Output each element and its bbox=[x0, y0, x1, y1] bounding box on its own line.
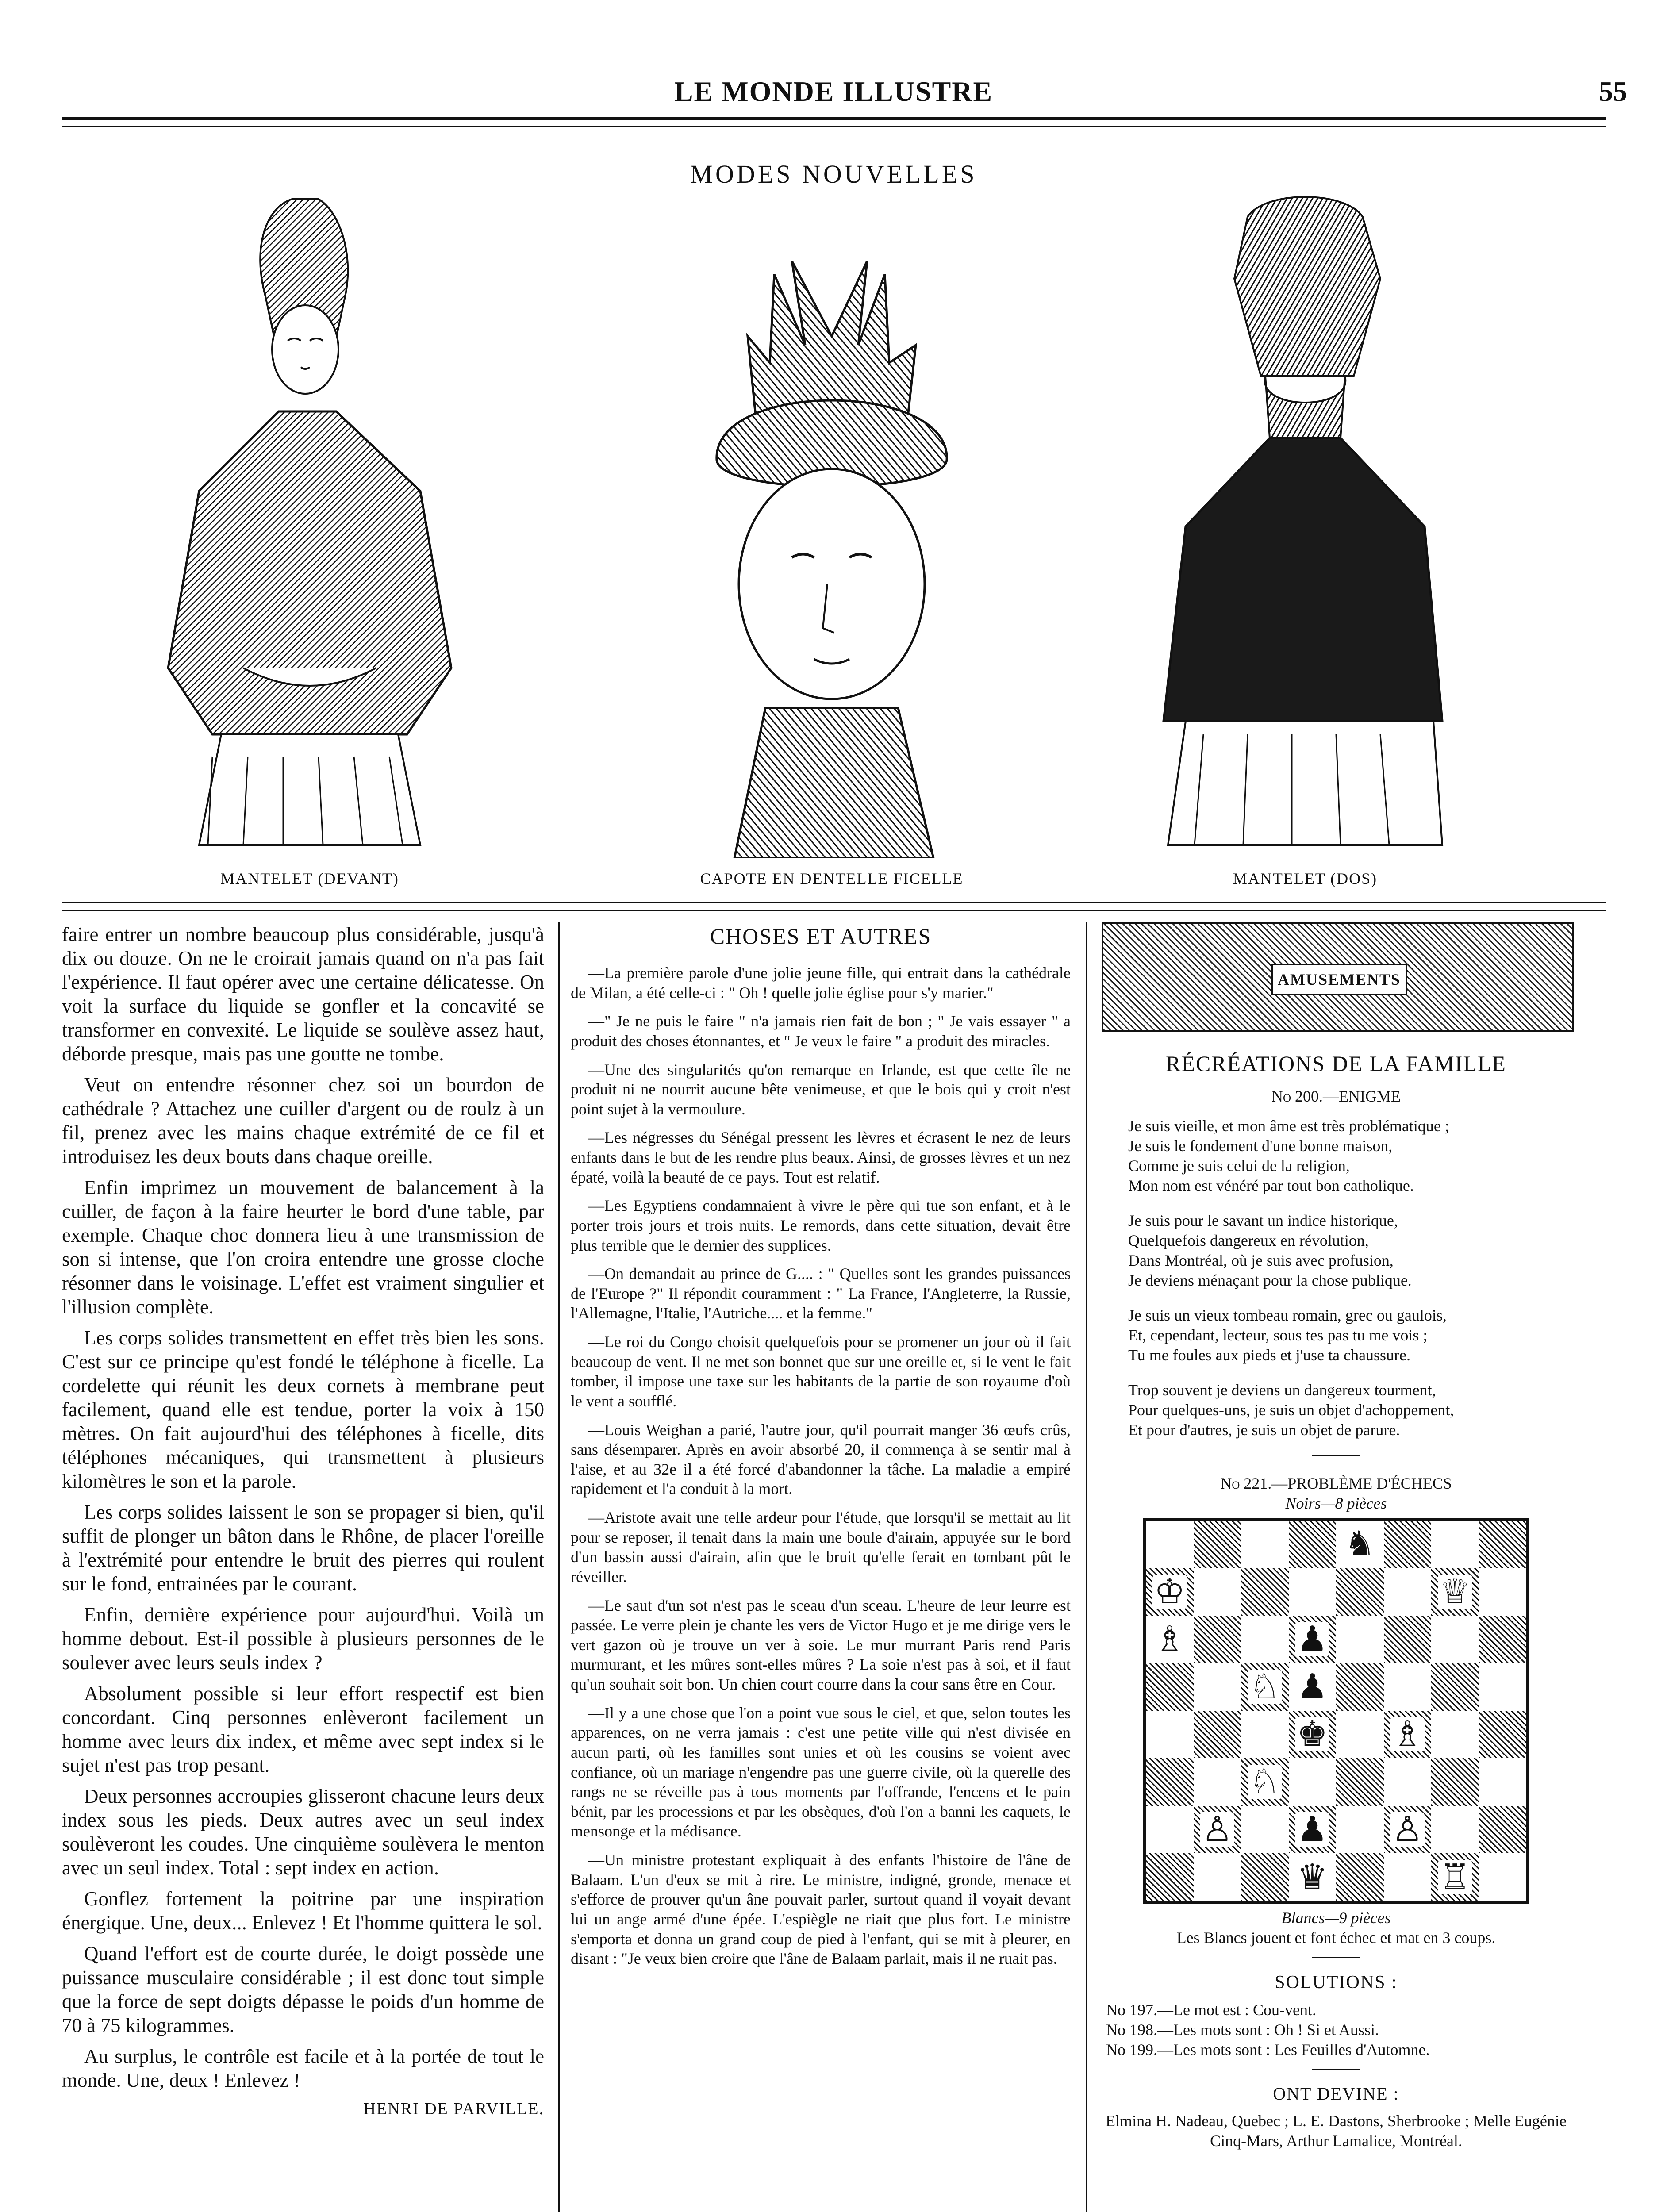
chess-square bbox=[1146, 1853, 1194, 1901]
chess-square bbox=[1336, 1521, 1384, 1568]
chess-square bbox=[1194, 1806, 1241, 1854]
chess-square bbox=[1146, 1616, 1194, 1663]
chess-square bbox=[1336, 1663, 1384, 1711]
chess-square bbox=[1289, 1758, 1337, 1806]
chess-problem-title: No 221.—PROBLÈME D'ÉCHECS bbox=[1220, 1474, 1452, 1492]
chess-square bbox=[1289, 1711, 1337, 1759]
chess-piece: ♟ bbox=[1295, 1812, 1329, 1847]
enigma-line: Tu me foules aux pieds et j'use ta chaussure. bbox=[1128, 1346, 1411, 1364]
choses-item: —Louis Weighan a parié, l'autre jour, qu'il pourrait manger 36 œufs crûs, sans désemparer. Après en avoir absorbé 20, il commença à se sentir mal à l'aise, et au 32e il a été forcé d'abandonner la tâche. La maladie a empiré rapidement et l'a conduit à la mort. bbox=[571, 1421, 1071, 1498]
page-number: 55 bbox=[1599, 76, 1627, 107]
chess-piece: ♕ bbox=[1438, 1575, 1472, 1609]
chess-square bbox=[1479, 1853, 1527, 1901]
header-rule-thin bbox=[62, 126, 1606, 127]
chess-square bbox=[1241, 1853, 1289, 1901]
solutions-list bbox=[1102, 2000, 1571, 2060]
chess-square bbox=[1479, 1616, 1527, 1663]
chess-square bbox=[1384, 1521, 1432, 1568]
choses-item: —Un ministre protestant expliquait à des enfants l'histoire de l'âne de Balaam. L'un d'eux se mit à rire. Le ministre, indigné, gronde, menace et s'efforce de prouver qu'un âne pouvait parler, surtout quand il voyait devant lui un ange armé d'une épée. L'espiègle ne riait que plus fort. Le ministre s'emporta et donna un grand coup de pied à l'enfant, qui se mit à pleurer, en disant : "Je veux bien croire que l'âne de Balaam parlait, mais il ne ruait pas. bbox=[571, 1851, 1071, 1968]
article-paragraph: Gonflez fortement la poitrine par une inspiration énergique. Une, deux... Enlevez ! Et l'homme quittera le sol. bbox=[62, 1888, 544, 1934]
chess-square bbox=[1289, 1568, 1337, 1616]
chess-square bbox=[1289, 1806, 1337, 1854]
chess-square bbox=[1194, 1521, 1241, 1568]
chess-piece: ♖ bbox=[1438, 1860, 1472, 1894]
chess-square bbox=[1336, 1853, 1384, 1901]
enigma-line: Je suis le fondement d'une bonne maison, bbox=[1128, 1137, 1393, 1155]
chess-piece: ♗ bbox=[1390, 1717, 1425, 1751]
chess-square bbox=[1336, 1806, 1384, 1854]
chess-instruction: Les Blancs jouent et font échec et mat en 3 coups. bbox=[1176, 1928, 1496, 1947]
chess-piece: ♚ bbox=[1295, 1717, 1329, 1751]
choses-item: —Une des singularités qu'on remarque en Irlande, est que cette île ne produit ni ne nourrit aucune bête venimeuse, et que le bois qui y croit n'est point sujet à la vermoulure. bbox=[571, 1060, 1071, 1118]
section-rule-2 bbox=[62, 910, 1606, 911]
choses-item: —Les négresses du Sénégal pressent les lèvres et écrasent le nez de leurs enfants dans le but de les rendre plus beaux. Ainsi, de grosses lèvres et un nez épaté, voilà la beauté de ce pays. Tout est relatif. bbox=[571, 1129, 1071, 1186]
chess-square bbox=[1479, 1568, 1527, 1616]
amusements-banner-label: AMUSEMENTS bbox=[1271, 964, 1407, 995]
chess-square bbox=[1289, 1616, 1337, 1663]
choses-item: —Il y a une chose que l'on a point vue sous le ciel, et que, selon toutes les apparences, on ne verra jamais : c'est une petite ville qui n'est divisée en aucun parti, où les familles sont unies et où les cousins se voient avec confiance, où un mariage n'engendre pas une guerre civile, où la querelle des rangs ne se réveille pas à tous moments par l'offrande, l'encens et le pain bénit, par les processions et par les obsèques, d'où l'on a banni les caquets, le mensonge et la médisance. bbox=[571, 1704, 1071, 1840]
amusements-column bbox=[1102, 922, 1571, 2151]
chess-square bbox=[1241, 1568, 1289, 1616]
enigma-poem bbox=[1102, 1116, 1571, 1440]
article-paragraph: Veut on entendre résonner chez soi un bourdon de cathédrale ? Attachez une cuiller d'argent ou de roulz à un fil, prenez avec les mains chaque extrémité de ce fil et introduisez les deux bouts dans chaque oreille. bbox=[62, 1074, 544, 1167]
solution-item: No 199.—Les mots sont : Les Feuilles d'Automne. bbox=[1106, 2041, 1430, 2058]
chess-square bbox=[1289, 1521, 1337, 1568]
chess-piece: ♘ bbox=[1248, 1670, 1282, 1704]
chess-square bbox=[1241, 1758, 1289, 1806]
enigma-line: Mon nom est vénéré par tout bon catholique. bbox=[1128, 1176, 1414, 1194]
chess-square bbox=[1384, 1853, 1432, 1901]
enigma-line: Je suis pour le savant un indice historique, bbox=[1128, 1211, 1398, 1229]
enigma-line: Et, cependant, lecteur, sous tes pas tu me vois ; bbox=[1128, 1326, 1428, 1344]
chess-square bbox=[1194, 1616, 1241, 1663]
mantelet-front-illustration bbox=[133, 181, 487, 854]
chess-square bbox=[1336, 1568, 1384, 1616]
caption-mantelet-back: MANTELET (DOS) bbox=[1233, 870, 1378, 887]
chess-square bbox=[1146, 1521, 1194, 1568]
guessed-names: Elmina H. Nadeau, Quebec ; L. E. Dastons, Sherbrooke ; Melle Eugénie Cinq-Mars, Arthur Lamalice, Montréal. bbox=[1106, 2112, 1567, 2150]
article-paragraph: faire entrer un nombre beaucoup plus considérable, jusqu'à dix ou douze. On ne le croirait jamais quand on n'a pas fait l'expérience. Il faut opérer avec une certaine délicatesse. On voit la surface du liquide se gonfler et la concavité se transformer en convexité. Le liquide se soulève assez haut, déborde presque, mais pas une goutte ne tombe. bbox=[62, 923, 544, 1065]
chess-piece: ♙ bbox=[1390, 1812, 1425, 1847]
enigma-stanza bbox=[1128, 1211, 1571, 1290]
enigma-line: Je deviens ménaçant pour la chose publique. bbox=[1128, 1271, 1412, 1289]
chess-square bbox=[1431, 1711, 1479, 1759]
article-paragraph: Les corps solides transmettent en effet très bien les sons. C'est sur ce principe qu'est fondé le téléphone à ficelle. La cordelette qui réunit les deux cornets à membrane peut facilement, quand elle est tendue, porter la voix à 150 mètres. On fait aujourd'hui des téléphones à ficelle, dits téléphones mécaniques, qui transmettent à plusieurs kilomètres le son et la parole. bbox=[62, 1327, 544, 1492]
solution-item: No 197.—Le mot est : Cou-vent. bbox=[1106, 2001, 1316, 2019]
chess-square bbox=[1241, 1616, 1289, 1663]
chess-piece: ♔ bbox=[1152, 1575, 1187, 1609]
chess-square bbox=[1336, 1711, 1384, 1759]
enigma-stanza bbox=[1128, 1306, 1571, 1365]
choses-item: —On demandait au prince de G.... : " Quelles sont les grandes puissances de l'Europe ?" Il répondit couramment : " La France, l'Angleterre, la Russie, l'Allemagne, l'Italie, l'Autriche.... et la femme." bbox=[571, 1265, 1071, 1322]
enigma-line: Trop souvent je deviens un dangereux tourment, bbox=[1128, 1381, 1436, 1399]
chess-square bbox=[1431, 1806, 1479, 1854]
chess-square bbox=[1431, 1758, 1479, 1806]
chess-square bbox=[1241, 1521, 1289, 1568]
article-paragraph: Absolument possible si leur effort respectif est bien concordant. Cinq personnes enlèveront facilement un homme avec leurs dix index, et même avec sept index si le sujet n'est pas trop pesant. bbox=[62, 1682, 544, 1776]
chess-square bbox=[1241, 1806, 1289, 1854]
chess-square bbox=[1241, 1711, 1289, 1759]
capote-illustration bbox=[659, 248, 1004, 858]
column-rule-1 bbox=[558, 922, 560, 2212]
divider bbox=[1312, 1455, 1360, 1456]
solutions-title: SOLUTIONS : bbox=[1275, 1972, 1398, 1993]
article-signature: HENRI DE PARVILLE. bbox=[363, 2100, 544, 2118]
caption-capote: CAPOTE EN DENTELLE FICELLE bbox=[700, 870, 964, 887]
choses-title: CHOSES ET AUTRES bbox=[710, 924, 932, 949]
chess-square bbox=[1289, 1853, 1337, 1901]
choses-item: —La première parole d'une jolie jeune fille, qui entrait dans la cathédrale de Milan, a été celle-ci : " Oh ! quelle jolie église pour s'y marier." bbox=[571, 964, 1071, 1002]
article-paragraph: Quand l'effort est de courte durée, le doigt possède une puissance musculaire considérable ; il est donc tout simple que la force de sept doigts dépasse le poids d'un homme de 70 à 75 kilogrammes. bbox=[62, 1943, 544, 2036]
chess-piece: ♛ bbox=[1295, 1860, 1329, 1894]
chess-square bbox=[1241, 1663, 1289, 1711]
enigma-line: Pour quelques-uns, je suis un objet d'achoppement, bbox=[1128, 1401, 1454, 1419]
enigma-line: Je suis un vieux tombeau romain, grec ou gaulois, bbox=[1128, 1306, 1447, 1324]
amusements-banner bbox=[1102, 922, 1574, 1032]
solution-item: No 198.—Les mots sont : Oh ! Si et Aussi. bbox=[1106, 2021, 1379, 2039]
chess-square bbox=[1384, 1568, 1432, 1616]
enigma-line: Comme je suis celui de la religion, bbox=[1128, 1156, 1350, 1175]
chess-piece: ♟ bbox=[1295, 1670, 1329, 1704]
chess-piece: ♙ bbox=[1200, 1812, 1234, 1847]
chess-square bbox=[1384, 1616, 1432, 1663]
black-pieces-label: Noirs—8 pièces bbox=[1285, 1494, 1387, 1512]
chess-square bbox=[1194, 1663, 1241, 1711]
chess-square bbox=[1384, 1711, 1432, 1759]
choses-item: —Les Egyptiens condamnaient à vivre le père qui tue son enfant, et à le porter trois jours et trois nuits. Le remords, dans cette situation, devait être plus terrible que le dernier des supplices. bbox=[571, 1197, 1071, 1254]
mantelet-back-illustration bbox=[1133, 190, 1478, 854]
article-paragraph: Au surplus, le contrôle est facile et à la portée de tout le monde. Une, deux ! Enlevez ! bbox=[62, 2045, 544, 2091]
chess-square bbox=[1431, 1521, 1479, 1568]
chess-square bbox=[1479, 1711, 1527, 1759]
chess-square bbox=[1479, 1758, 1527, 1806]
chess-square bbox=[1384, 1663, 1432, 1711]
chess-square bbox=[1336, 1758, 1384, 1806]
header-rule bbox=[62, 117, 1606, 120]
modes-title: MODES NOUVELLES bbox=[690, 160, 977, 188]
enigma-stanza bbox=[1128, 1116, 1571, 1196]
chess-square bbox=[1384, 1758, 1432, 1806]
science-article bbox=[62, 922, 544, 2120]
chess-square bbox=[1146, 1758, 1194, 1806]
choses-item: —" Je ne puis le faire " n'a jamais rien fait de bon ; " Je vais essayer " a produit des choses étonnantes, et " Je veux le faire " a produit des miracles. bbox=[571, 1012, 1071, 1050]
divider bbox=[1312, 2069, 1360, 2070]
chess-square bbox=[1479, 1521, 1527, 1568]
section-rule bbox=[62, 902, 1606, 903]
choses-item: —Le roi du Congo choisit quelquefois pour se promener un jour où il fait beaucoup de vent. Il ne met son bonnet que sur une oreille et, si le vent le fait tomber, il impose une taxe sur les habitants de la partie de son royaume d'où le vent a soufflé. bbox=[571, 1333, 1071, 1410]
caption-mantelet-front: MANTELET (DEVANT) bbox=[220, 870, 399, 887]
enigma-line: Dans Montréal, où je suis avec profusion, bbox=[1128, 1251, 1394, 1269]
chess-board bbox=[1143, 1518, 1529, 1904]
chess-square bbox=[1146, 1568, 1194, 1616]
choses-item: —Le saut d'un sot n'est pas le sceau d'un sceau. L'heure de leur leurre est passée. Le verre plein je chante les vers de Victor Hugo et je me dirige vers le vert gazon où je trouve un ver à soie. Le mur murrant Paris rend Paris murmurant, et les mûres sont-elles mûres ? La soie n'est pas à soi, et il faut qu'un souhait soit bon. Un chien court courre dans la cour sans être en Cour. bbox=[571, 1596, 1071, 1693]
chess-square bbox=[1336, 1616, 1384, 1663]
chess-square bbox=[1431, 1853, 1479, 1901]
chess-square bbox=[1194, 1853, 1241, 1901]
article-paragraph: Enfin, dernière expérience pour aujourd'hui. Voilà un homme debout. Est-il possible à plusieurs personnes de le soulever avec leurs seuls index ? bbox=[62, 1604, 544, 1674]
chess-square bbox=[1431, 1568, 1479, 1616]
chess-square bbox=[1479, 1806, 1527, 1854]
choses-et-autres bbox=[571, 922, 1071, 1978]
chess-piece: ♗ bbox=[1152, 1622, 1187, 1656]
article-paragraph: Deux personnes accroupies glisseront chacune leurs deux index sous les pieds. Deux autres avec un seul index soulèveront les coudes. Une cinquième soulèvera le menton avec un seul index. Total : sept index en action. bbox=[62, 1785, 544, 1879]
chess-square bbox=[1146, 1711, 1194, 1759]
divider bbox=[1312, 1957, 1360, 1958]
chess-square bbox=[1194, 1711, 1241, 1759]
chess-square bbox=[1146, 1806, 1194, 1854]
chess-square bbox=[1431, 1616, 1479, 1663]
enigma-title: No 200.—ENIGME bbox=[1271, 1087, 1401, 1105]
chess-square bbox=[1146, 1663, 1194, 1711]
column-rule-2 bbox=[1086, 922, 1087, 2212]
chess-square bbox=[1194, 1758, 1241, 1806]
chess-square bbox=[1384, 1806, 1432, 1854]
masthead-title: LE MONDE ILLUSTRE bbox=[674, 76, 993, 107]
article-paragraph: Les corps solides laissent le son se propager si bien, qu'il suffit de plonger un bâton dans le Rhône, de placer l'oreille à l'extrémité pour entendre le bruit des pierres qui roulent sur le fond, entrainées par le courant. bbox=[62, 1501, 544, 1595]
chess-square bbox=[1431, 1663, 1479, 1711]
choses-item: —Aristote avait une telle ardeur pour l'étude, que lorsqu'il se mettait au lit pour se reposer, il tenait dans la main une boule d'airain, appuyée sur le bord d'un bassin aussi d'airain, afin que le bruit qu'elle ferait en tombant pût le réveiller. bbox=[571, 1509, 1071, 1586]
chess-square bbox=[1479, 1663, 1527, 1711]
chess-piece: ♟ bbox=[1295, 1622, 1329, 1656]
guessed-title: ONT DEVINE : bbox=[1273, 2084, 1399, 2104]
chess-piece: ♞ bbox=[1343, 1527, 1377, 1561]
chess-piece: ♘ bbox=[1248, 1765, 1282, 1799]
chess-square bbox=[1194, 1568, 1241, 1616]
enigma-stanza bbox=[1128, 1380, 1571, 1440]
enigma-line: Quelquefois dangereux en révolution, bbox=[1128, 1231, 1369, 1249]
chess-square bbox=[1289, 1663, 1337, 1711]
white-pieces-label: Blancs—9 pièces bbox=[1281, 1909, 1391, 1927]
recreations-title: RÉCRÉATIONS DE LA FAMILLE bbox=[1166, 1051, 1506, 1076]
enigma-line: Je suis vieille, et mon âme est très problématique ; bbox=[1128, 1117, 1449, 1135]
enigma-line: Et pour d'autres, je suis un objet de parure. bbox=[1128, 1421, 1400, 1439]
article-paragraph: Enfin imprimez un mouvement de balancement à la cuiller, de façon à la faire heurter le bord d'une table, par exemple. Chaque choc donnera lieu à une transmission de son si intense, que l'on croira entendre une grosse cloche résonner dans le voisinage. L'effet est vraiment singulier et l'illusion complète. bbox=[62, 1176, 544, 1318]
